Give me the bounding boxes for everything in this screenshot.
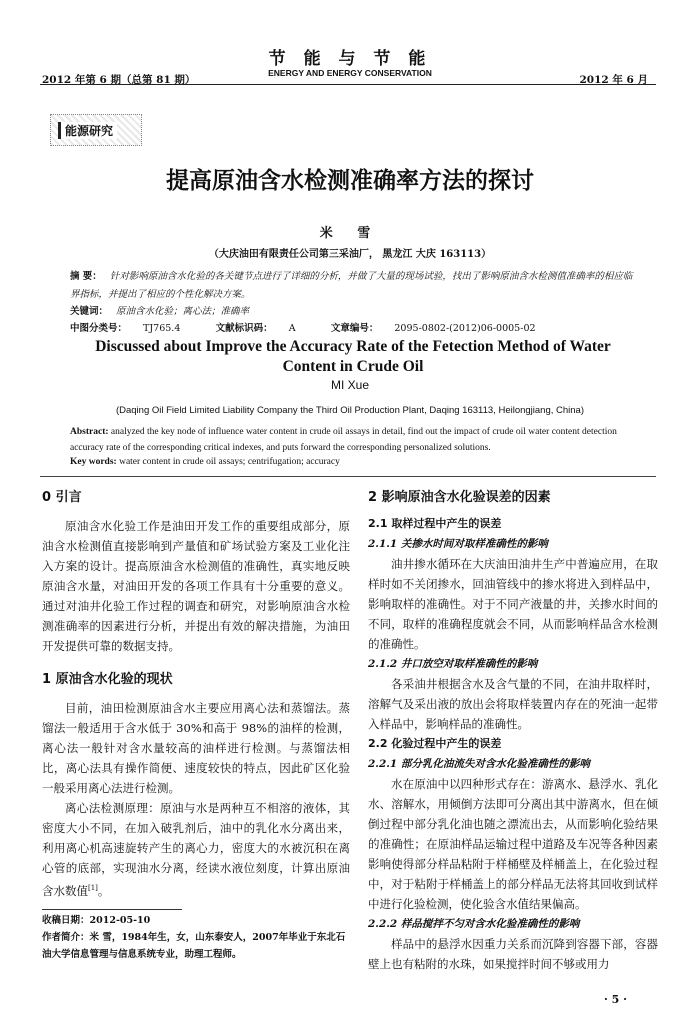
- section-2-1-1-heading: 2.1.1 关掺水时间对取样准确性的影响: [368, 538, 548, 550]
- abstract-en-text: analyzed the key node of influence water content in crude oil assays in detail, find out the impact of crude oil water content detection accuracy rate of the corresponding critical indexes, and puts forward the corresponding personalized solutions.: [70, 427, 617, 453]
- citation-ref: [1]: [88, 884, 98, 892]
- section-2-1-2-heading: 2.1.2 井口放空对取样准确性的影响: [368, 658, 538, 670]
- footnote-rule: [42, 909, 182, 910]
- abstract-cn-text: 针对影响原油含水化验的各关键节点进行了详细的分析，并做了大量的现场试验，找出了影响原油含水检测值准确率的相应临界指标，并提出了相应的个性化解决方案。: [70, 271, 633, 300]
- doc-code-label: 文献标识码：: [215, 323, 273, 334]
- section-2-2-2-heading: 2.2.2 样品搅拌不匀对含水化验准确性的影响: [368, 918, 580, 930]
- keywords-en-label: Key words:: [70, 457, 117, 467]
- received-value: 2012-05-10: [89, 915, 151, 926]
- bio-label: 作者简介：: [42, 932, 90, 943]
- article-title-en: Discussed about Improve the Accuracy Rate of the Fetection Method of Water Content in Crude Oil: [95, 338, 611, 375]
- doc-code-value: A: [288, 323, 296, 334]
- section-1-heading: 1 原油含水化验的现状: [42, 672, 173, 687]
- section-0-paragraph: 原油含水化验工作是油田开发工作的重要组成部分，原油含水检测值直接影响到产量值和矿场试验方案及工业化注入方案的设计。提高原油含水检测值的准确性，真实地反映原油含水量，对油田开发的各项工作具有十分重要的意义。通过对油井化验工作过程的调查和研究，对影响原油含水检测准确率的因素进行分析，并提出有效的解决措施，为油田开发提供可靠的数据支持。: [42, 519, 350, 653]
- section-0-heading: 0 引言: [42, 490, 82, 505]
- keywords-en: [70, 457, 340, 467]
- abstract-rule: [40, 476, 656, 477]
- affiliation-en: (Daqing Oil Field Limited Liability Company the Third Oil Production Plant, Daqing 163113, Heilongjiang, China): [115, 405, 585, 416]
- author-en: MI Xue: [330, 378, 369, 392]
- article-no-label: 文章编号：: [330, 323, 379, 334]
- section-2-2-1-heading: 2.2.1 部分乳化油流失对含水化验准确性的影响: [368, 758, 590, 770]
- section-2-2-2-paragraph: 样品中的悬浮水因重力关系而沉降到容器下部，容器壁上也有粘附的水珠，如果搅拌时间不够或用力: [368, 937, 658, 971]
- issue-date: 2012 年 6 月: [579, 74, 648, 86]
- author-bio: [42, 929, 350, 963]
- right-column: [368, 488, 658, 974]
- abstract-cn: [70, 268, 636, 304]
- page-number: · 5 ·: [604, 993, 627, 1006]
- issue-info: 2012 年第 6 期（总第 81 期）: [42, 74, 196, 86]
- clc-value: TJ765.4: [143, 323, 181, 334]
- abstract-en-label: Abstract:: [70, 427, 109, 437]
- clc-label: 中图分类号：: [70, 323, 128, 334]
- section-1-paragraph-2-text: 离心法检测原理：原油与水是两种互不相溶的液体，其密度大小不同，在加入破乳剂后，油中的乳化水分离出来，利用离心机高速旋转产生的离心力，密度大的水被沉积在离心管的底部，实现油水分离，经读水液位刻度，计算出原油含水数值: [42, 801, 350, 898]
- article-no-value: 2095-0802-(2012)06-0005-02: [394, 323, 536, 334]
- header-rule: [40, 84, 656, 85]
- section-2-heading: 2 影响原油含水化验误差的因素: [368, 490, 551, 505]
- affiliation-cn: （大庆油田有限责任公司第三采油厂， 黑龙江 大庆 163113）: [208, 249, 492, 260]
- received-label: 收稿日期：: [42, 915, 90, 926]
- left-column: [42, 488, 350, 901]
- section-2-2-heading: 2.2 化验过程中产生的误差: [368, 737, 502, 750]
- journal-title-en: ENERGY AND ENERGY CONSERVATION: [268, 68, 432, 78]
- footnote: [42, 912, 350, 963]
- section-2-1-2-paragraph: 各采油井根据含水及含气量的不同，在油井取样时，溶解气及采出液的放出会将取样装置内存在的死油一起带入样品中，影响样品的准确性。: [368, 677, 658, 731]
- section-2-2-1-paragraph: 水在原油中以四种形式存在：游离水、悬浮水、乳化水、溶解水，用倾倒方法即可分离出其中游离水，但在倾倒过程中部分乳化油也随之漂流出去，从而影响化验结果的准确性；在原油样品运输过程中道路及车况等各种因素影响使得部分样品粘附于样桶壁及样桶盖上，在化验过程中，对于粘附于样桶盖上的部分样品无法将其回收到试样中进行化验检测，使化验含水值结果偏高。: [368, 777, 658, 911]
- article-title-cn: 提高原油含水检测准确率方法的探讨: [166, 168, 534, 194]
- journal-title-cn: 节 能 与 节 能: [268, 49, 432, 69]
- section-tag: 能源研究: [58, 122, 117, 139]
- received-date: [42, 912, 350, 929]
- section-1-paragraph-2-end: 。: [97, 883, 110, 898]
- keywords-cn-text: 原油含水化验；离心法；准确率: [116, 306, 250, 317]
- bio-text: 米 雪，1984年生，女，山东泰安人，2007年毕业于东北石油大学信息管理与信息系统专业，助理工程师。: [42, 932, 346, 960]
- section-1-paragraph-2: [42, 798, 350, 901]
- keywords-cn-label: 关键词：: [70, 306, 109, 317]
- section-2-1-1-paragraph: 油井掺水循环在大庆油田油井生产中普遍应用，在取样时如不关闭掺水，回油管线中的掺水将进入到样品中，影响取样的准确性。对于不同产液量的井，关掺水时间的不同，取样的准确程度就会不同，从而影响样品含水检测的准确性。: [368, 557, 658, 651]
- abstract-en: [70, 424, 636, 456]
- author-cn: 米 雪: [319, 226, 381, 241]
- abstract-cn-label: 摘 要：: [70, 271, 102, 282]
- classification-row: [70, 320, 568, 334]
- section-2-1-heading: 2.1 取样过程中产生的误差: [368, 517, 502, 530]
- keywords-en-text: water content in crude oil assays; centrifugation; accuracy: [119, 457, 340, 467]
- section-1-paragraph-1: 目前，油田检测原油含水主要应用离心法和蒸馏法。蒸馏法一般适用于含水低于 30%和高于 98%的油样的检测，离心法一般针对含水量较高的油样进行检测。与蒸馏法相比，离心法具有操作简便、速度较快的特点，因此矿区化验一般采用离心法进行检测。: [42, 701, 350, 795]
- keywords-cn: [70, 303, 249, 317]
